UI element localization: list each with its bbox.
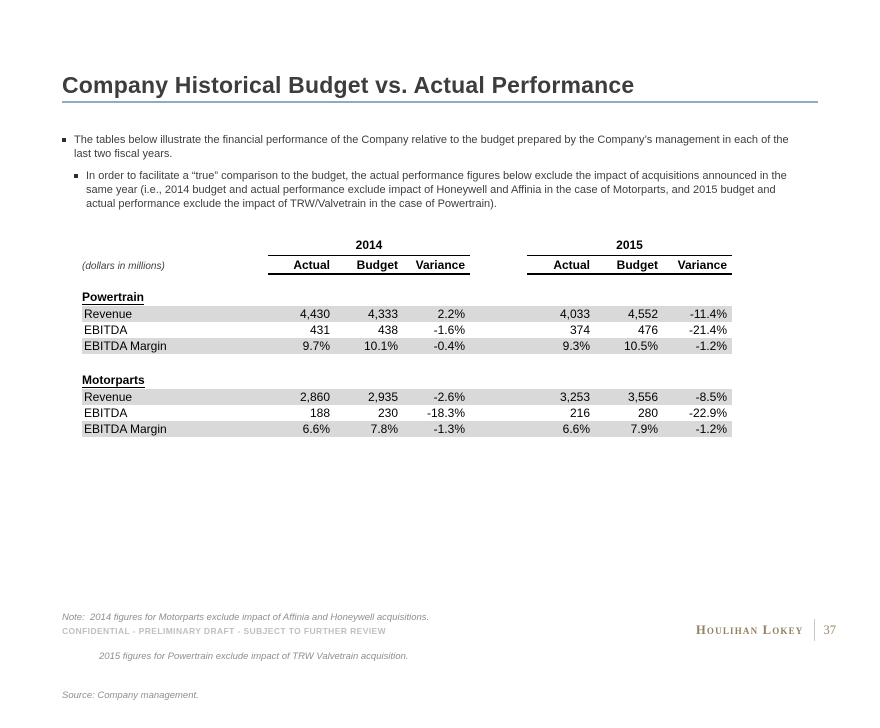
table-row [82,405,732,421]
cell-value: -21.4% [688,323,727,337]
title-underline [62,101,818,103]
cell-value: 2,935 [367,390,398,404]
note-line: 2015 figures for Powertrain exclude impact of TRW Valvetrain acquisition. [99,651,409,662]
bullet-square-icon [62,138,66,142]
cell-value: 4,333 [367,307,398,321]
col-header-budget: Budget [616,258,658,272]
group-gap [470,338,527,354]
cell-value: 3,253 [559,390,590,404]
footnotes [62,585,429,728]
col-header-actual: Actual [553,258,590,272]
cell-value: 280 [637,406,658,420]
table-row [82,421,732,437]
cell-value: 4,430 [299,307,330,321]
cell-value: 7.8% [370,422,398,436]
cell-value: -1.6% [433,323,465,337]
col-header-variance: Variance [415,258,465,272]
year-header-2015: 2015 [527,238,732,256]
page-number: 37 [823,622,836,637]
row-label: EBITDA [84,406,128,420]
row-label: EBITDA Margin [84,422,167,436]
cell-value: 374 [569,323,590,337]
column-headers-2014 [268,256,470,275]
bullet-text: The tables below illustrate the financial performance of the Company relative to the budget prepared by the Company’s management in each of the last two fiscal years. [74,134,789,160]
cell-value: -1.2% [695,422,727,436]
cell-value: 7.9% [630,422,658,436]
bullet-text: In order to facilitate a “true” comparison to the budget, the actual performance figures below exclude the impact of acquisitions announced in the same year (i.e., 2014 budget and actual performance exclude impact of Honeywell and Affinia in the case of Motorparts, and 2015 budget and actual performance exclude the impact of TRW/Valvetrain in the case of Powertrain). [86,170,787,210]
cell-value: -1.2% [695,339,727,353]
cell-value: 4,033 [559,307,590,321]
bullet-square-icon [74,174,78,178]
cell-value: -0.4% [433,339,465,353]
cell-value: 2.2% [437,307,465,321]
group-gap [470,306,527,322]
row-label: EBITDA [84,323,128,337]
cell-value: -8.5% [695,390,727,404]
table-row [82,322,732,338]
cell-value: 3,556 [627,390,658,404]
cell-value: 188 [309,406,330,420]
col-header-budget: Budget [356,258,398,272]
cell-value: 476 [637,323,658,337]
cell-value: 10.5% [623,339,658,353]
cell-value: 431 [309,323,330,337]
table-row [82,338,732,354]
cell-value: 9.3% [562,339,590,353]
cell-value: -11.4% [689,307,727,321]
group-gap [470,405,527,421]
bullet-subitem [74,169,800,211]
source-line: Source: Company management. [62,690,199,701]
cell-value: 9.7% [302,339,330,353]
cell-value: 216 [569,406,590,420]
page-title: Company Historical Budget vs. Actual Performance [62,72,635,98]
cell-value: -18.3% [426,406,465,420]
cell-value: -1.3% [433,422,465,436]
column-headers-2015 [527,256,732,275]
column-header-row [82,256,732,275]
houlihan-lokey-wordmark: Houlihan Lokey [696,622,804,637]
footer-divider [814,619,815,641]
cell-value: 10.1% [363,339,398,353]
confidentiality-notice: CONFIDENTIAL - PRELIMINARY DRAFT - SUBJECT TO FURTHER REVIEW [62,626,387,636]
col-header-variance: Variance [677,258,727,272]
row-label: EBITDA Margin [84,339,167,353]
bullet-item [62,133,794,161]
cell-value: 230 [377,406,398,420]
footer-brand-block [696,618,836,642]
year-header-2014: 2014 [268,238,470,256]
row-label: Revenue [84,307,133,321]
cell-value: 6.6% [302,422,330,436]
cell-value: -2.6% [433,390,465,404]
row-label: Revenue [84,390,133,404]
cell-value: -22.9% [688,406,727,420]
group-gap [470,322,527,338]
cell-value: 438 [377,323,398,337]
table-row [82,306,732,322]
note-line: Note: 2014 figures for Motorparts exclude impact of Affinia and Honeywell acquisitions. [62,612,430,623]
cell-value: 6.6% [562,422,590,436]
section-header-motorparts: Motorparts [82,373,145,387]
group-gap [470,389,527,405]
group-gap [470,421,527,437]
units-label: (dollars in millions) [82,261,165,272]
table-row [82,389,732,405]
cell-value: 2,860 [299,390,330,404]
cell-value: 4,552 [627,307,658,321]
year-header-row [82,238,732,256]
budget-vs-actual-table [82,238,732,437]
section-header-powertrain: Powertrain [82,290,145,304]
col-header-actual: Actual [293,258,330,272]
